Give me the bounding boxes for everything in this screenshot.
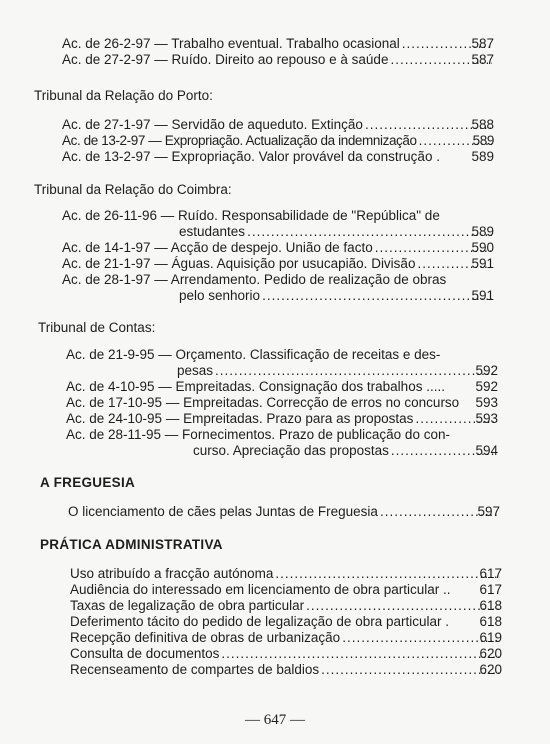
entry-label: estudantes (179, 224, 246, 239)
entry-label: Recenseamento de compartes de baldios (70, 662, 320, 677)
entry-label: Ac. de 17-10-95 — Empreitadas. Correcção de erros no concurso (66, 395, 460, 410)
entry-first-line: Ac. de 26-11-96 — Ruído. Responsabilidade de "República" de (62, 208, 440, 223)
section-title-contas: Tribunal de Contas: (38, 320, 156, 335)
page-number: 620 (479, 646, 502, 661)
entry-label: pesas (177, 363, 214, 378)
entry-label: pelo senhorio (179, 288, 261, 303)
page-number: 592 (475, 379, 498, 394)
page-footer-number: — 647 — (245, 712, 305, 728)
index-entry (62, 240, 494, 256)
page-number: 593 (475, 411, 498, 426)
index-entry (193, 443, 498, 459)
index-entry (62, 117, 494, 133)
entry-label: Taxas de legalização de obra particular (70, 598, 305, 613)
page-number: 617 (479, 566, 502, 581)
page-number: 619 (479, 630, 502, 645)
page-number: 618 (479, 614, 502, 629)
index-entry (62, 149, 494, 165)
index-entry (177, 363, 498, 379)
entry-label: Ac. de 13-2-97 — Expropriação. Valor provável da construção . (62, 149, 440, 164)
page-number: 587 (471, 52, 494, 67)
entry-label: Ac. de 13-2-97 — Expropriação. Actualização da indemnização (62, 133, 417, 148)
entry-label: Deferimento tácito do pedido de legalização de obra particular . (70, 614, 449, 629)
index-entry (62, 52, 494, 68)
page-number: 594 (475, 443, 498, 458)
page-number: 589 (471, 224, 494, 239)
entry-label: Recepção definitiva de obras de urbanização (70, 630, 341, 645)
index-entry (62, 256, 494, 272)
index-entry (70, 582, 502, 598)
page-number: 620 (479, 662, 502, 677)
page-number: 618 (479, 598, 502, 613)
entry-label: Audiência do interessado em licenciamento de obra particular .. (70, 582, 451, 597)
entry-label: Ac. de 14-1-97 — Acção de despejo. União de facto (62, 240, 373, 255)
section-title-porto: Tribunal da Relação do Porto: (34, 88, 213, 103)
index-entry (70, 566, 502, 582)
index-entry (70, 662, 502, 678)
entry-label: Ac. de 24-10-95 — Empreitadas. Prazo para as propostas (66, 411, 414, 426)
page-number: 597 (477, 504, 500, 519)
section-heading-freguesia: A FREGUESIA (40, 475, 136, 490)
page-number: 591 (471, 256, 494, 271)
index-entry (70, 598, 502, 614)
entry-label: Ac. de 4-10-95 — Empreitadas. Consignação dos trabalhos ..... (66, 379, 445, 394)
index-entry (70, 630, 502, 646)
index-entry (179, 224, 494, 240)
index-entry (68, 504, 500, 520)
index-entry (62, 36, 494, 52)
entry-first-line: Ac. de 28-1-97 — Arrendamento. Pedido de realização de obras (62, 272, 447, 287)
index-entry (70, 646, 502, 662)
entry-label: Ac. de 27-2-97 — Ruído. Direito ao repouso e à saúde (62, 52, 389, 67)
page-number: 617 (479, 582, 502, 597)
page-number: 588 (471, 117, 494, 132)
entry-label: Consulta de documentos (70, 646, 220, 661)
entry-label: Uso atribuído a fracção autónoma (70, 566, 274, 581)
entry-label: Ac. de 26-2-97 — Trabalho eventual. Trabalho ocasional (62, 36, 400, 51)
index-entry (66, 411, 498, 427)
index-entry (66, 379, 498, 395)
index-entry (66, 395, 498, 411)
page-number: 593 (475, 395, 498, 410)
page-number: 589 (472, 133, 494, 148)
page-number: 587 (471, 36, 494, 51)
entry-first-line: Ac. de 21-9-95 — Orçamento. Classificação de receitas e des- (66, 347, 441, 362)
entry-label: O licenciamento de cães pelas Juntas de Freguesia (68, 504, 378, 519)
page-number: 589 (471, 149, 494, 164)
entry-label: Ac. de 21-1-97 — Águas. Aquisição por usucapião. Divisão (62, 256, 416, 271)
index-entry (70, 614, 502, 630)
section-heading-pratica: PRÁTICA ADMINISTRATIVA (40, 537, 223, 552)
section-title-coimbra: Tribunal da Relação do Coimbra: (34, 182, 232, 197)
entry-label: curso. Apreciação das propostas (193, 443, 389, 458)
entry-first-line: Ac. de 28-11-95 — Fornecimentos. Prazo de publicação do con- (66, 427, 450, 442)
index-entry (179, 288, 494, 304)
page-number: 592 (475, 363, 498, 378)
page-number: 590 (471, 240, 494, 255)
page-number: 591 (471, 288, 494, 303)
index-entry (62, 133, 494, 149)
entry-label: Ac. de 27-1-97 — Servidão de aqueduto. Extinção (62, 117, 363, 132)
